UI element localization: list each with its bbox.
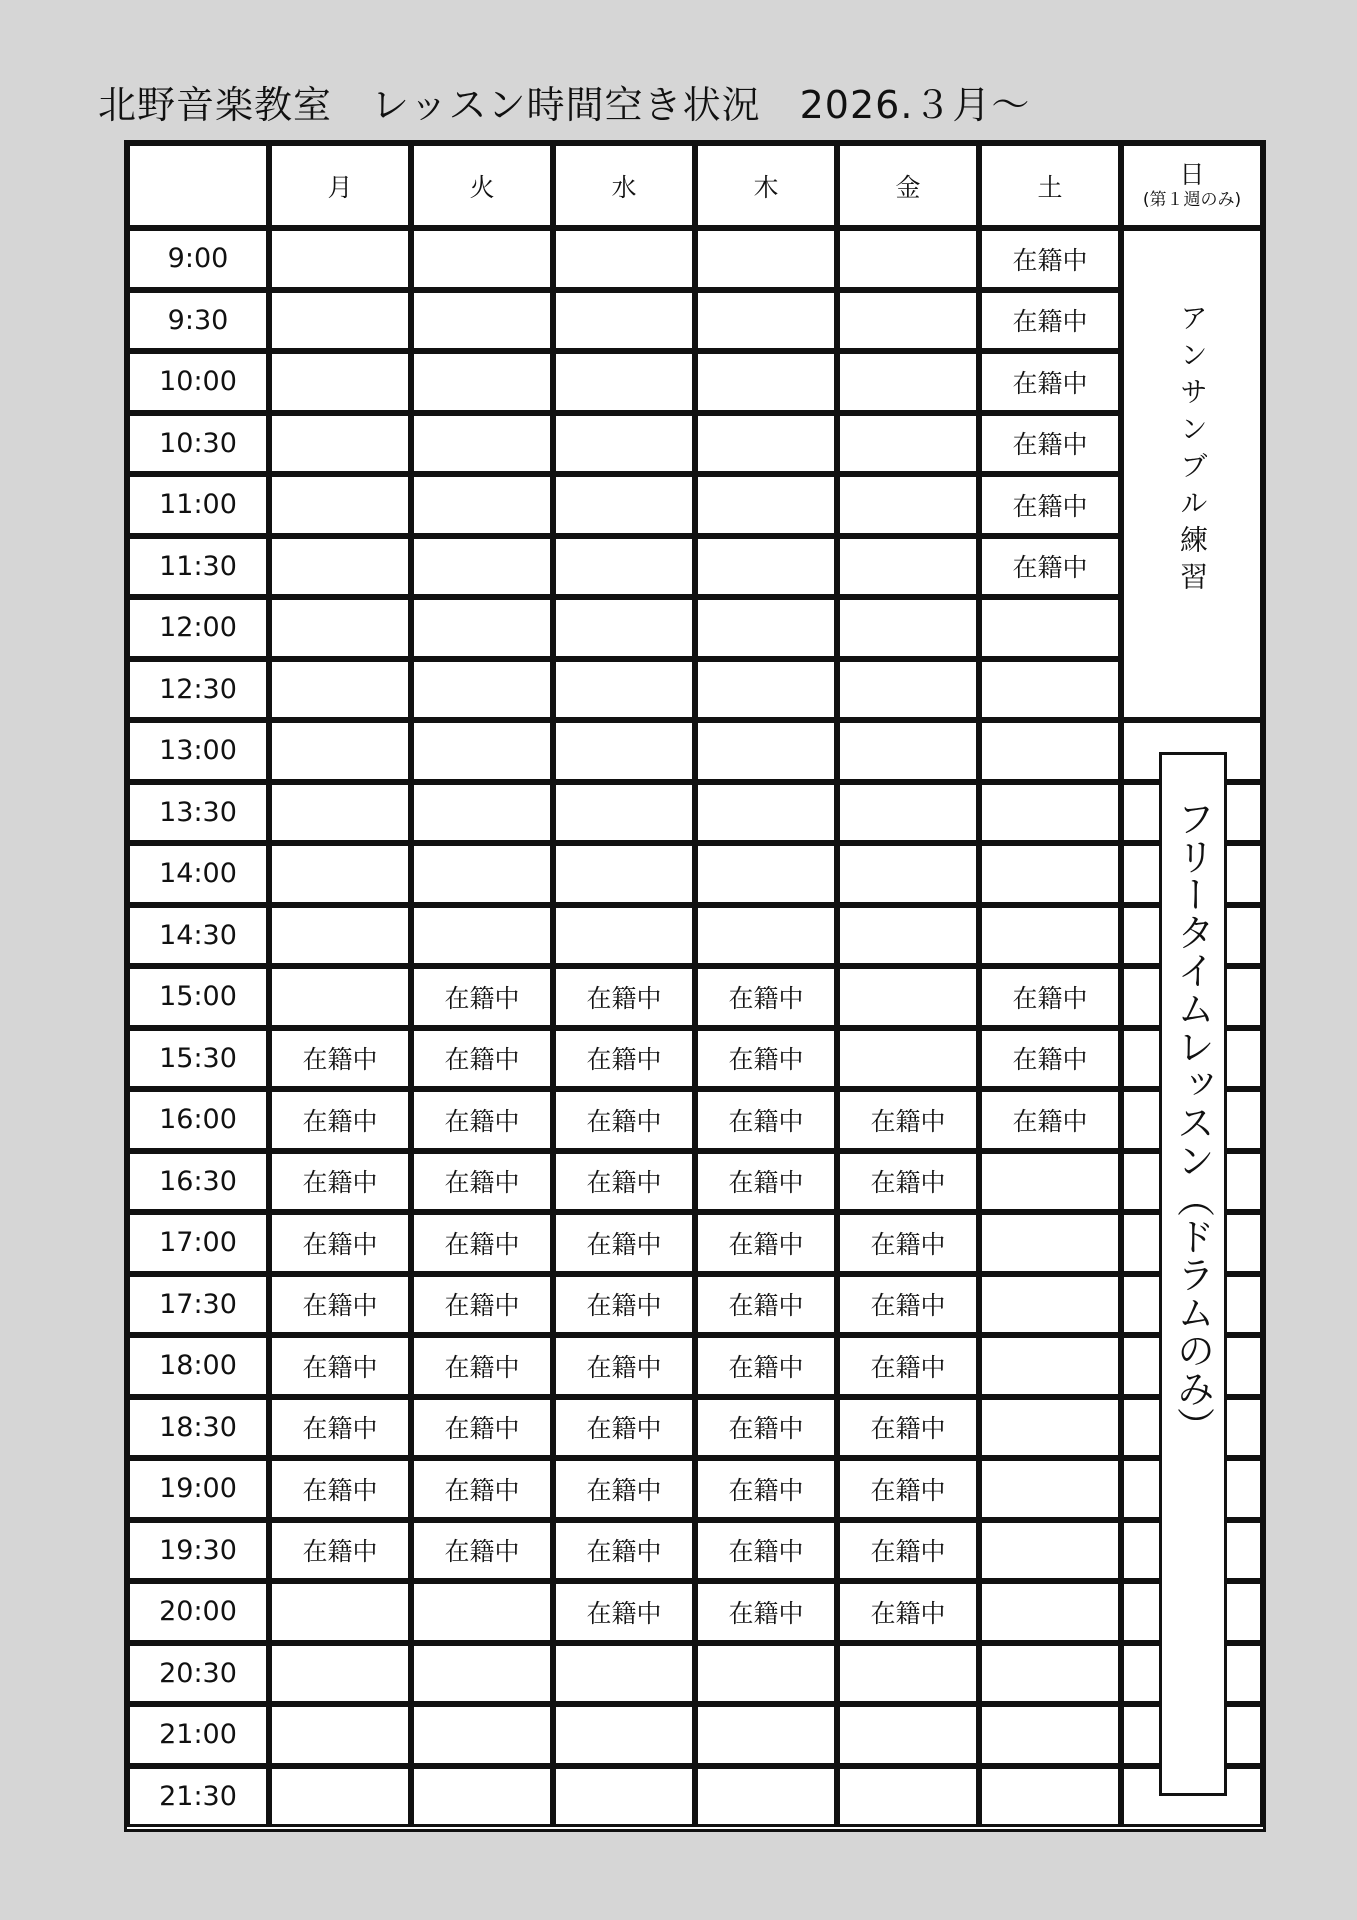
slot-cell [553,351,695,413]
slot-cell [695,905,837,967]
slot-cell: 在籍中 [695,1397,837,1459]
slot-cell [837,1028,979,1090]
time-cell: 21:30 [127,1766,269,1828]
slot-cell [837,351,979,413]
slot-cell: 在籍中 [837,1397,979,1459]
slot-cell [553,536,695,598]
slot-cell [695,1704,837,1766]
slot-cell [411,597,553,659]
day-header-sunday [1121,143,1263,228]
slot-cell: 在籍中 [695,1151,837,1213]
slot-cell: 在籍中 [411,1274,553,1336]
slot-cell [553,290,695,352]
slot-cell: 在籍中 [411,1028,553,1090]
slot-cell [553,905,695,967]
slot-cell [979,720,1121,782]
time-cell: 17:00 [127,1212,269,1274]
slot-cell [837,720,979,782]
slot-cell [695,1766,837,1828]
time-cell: 20:00 [127,1581,269,1643]
slot-cell [979,1335,1121,1397]
slot-cell [269,228,411,290]
slot-cell [695,536,837,598]
slot-cell [269,1581,411,1643]
slot-cell [979,1397,1121,1459]
slot-cell: 在籍中 [837,1151,979,1213]
time-cell: 18:00 [127,1335,269,1397]
slot-cell [269,905,411,967]
time-cell: 14:30 [127,905,269,967]
slot-cell: 在籍中 [411,1458,553,1520]
time-cell: 14:00 [127,843,269,905]
slot-cell [837,413,979,475]
time-cell: 19:30 [127,1520,269,1582]
time-cell: 21:00 [127,1704,269,1766]
slot-cell: 在籍中 [695,1335,837,1397]
slot-cell [979,659,1121,721]
slot-cell [411,1643,553,1705]
slot-cell [411,474,553,536]
slot-cell [837,1643,979,1705]
slot-cell [553,720,695,782]
time-cell: 20:30 [127,1643,269,1705]
sunday-note: (第１週のみ) [1142,190,1242,211]
slot-cell [837,782,979,844]
time-cell: 15:30 [127,1028,269,1090]
slot-cell [553,413,695,475]
slot-cell: 在籍中 [695,1212,837,1274]
slot-cell: 在籍中 [837,1274,979,1336]
slot-cell [695,290,837,352]
slot-cell: 在籍中 [411,966,553,1028]
time-cell: 15:00 [127,966,269,1028]
slot-cell [979,1766,1121,1828]
sunday-free-lesson-block [1159,752,1227,1796]
slot-cell: 在籍中 [979,474,1121,536]
time-cell: 17:30 [127,1274,269,1336]
slot-cell: 在籍中 [411,1335,553,1397]
slot-cell [837,659,979,721]
schedule-table [127,143,1263,1829]
slot-cell [837,536,979,598]
ensemble-label: アンサンブル練習 [1176,303,1209,599]
slot-cell: 在籍中 [979,536,1121,598]
day-header: 土 [979,143,1121,228]
slot-cell: 在籍中 [269,1089,411,1151]
slot-cell [553,843,695,905]
time-cell: 13:30 [127,782,269,844]
slot-cell [979,1212,1121,1274]
slot-cell [837,228,979,290]
slot-cell [411,720,553,782]
slot-cell: 在籍中 [411,1151,553,1213]
slot-cell [411,413,553,475]
slot-cell: 在籍中 [269,1335,411,1397]
slot-cell: 在籍中 [553,966,695,1028]
page-title: 北野音楽教室 レッスン時間空き状況 2026.３月～ [98,83,1031,127]
slot-cell: 在籍中 [553,1397,695,1459]
slot-cell [411,905,553,967]
time-cell: 10:00 [127,351,269,413]
day-header: 金 [837,143,979,228]
slot-cell: 在籍中 [553,1028,695,1090]
slot-cell: 在籍中 [411,1212,553,1274]
slot-cell: 在籍中 [979,1028,1121,1090]
slot-cell [979,1151,1121,1213]
slot-cell: 在籍中 [553,1212,695,1274]
slot-cell: 在籍中 [837,1089,979,1151]
slot-cell: 在籍中 [553,1151,695,1213]
time-cell: 13:00 [127,720,269,782]
slot-cell [695,474,837,536]
slot-cell: 在籍中 [411,1520,553,1582]
slot-cell: 在籍中 [979,290,1121,352]
slot-cell [411,1766,553,1828]
slot-cell [553,1704,695,1766]
day-header: 火 [411,143,553,228]
slot-cell [695,720,837,782]
slot-cell: 在籍中 [553,1089,695,1151]
time-cell: 12:30 [127,659,269,721]
free-lesson-label: フリータイムレッスン（ドラムのみ） [1170,799,1215,1445]
slot-cell [553,597,695,659]
slot-cell [411,659,553,721]
slot-cell: 在籍中 [269,1520,411,1582]
slot-cell: 在籍中 [553,1520,695,1582]
slot-cell: 在籍中 [695,1028,837,1090]
slot-cell [695,843,837,905]
time-cell: 11:00 [127,474,269,536]
slot-cell [979,1704,1121,1766]
slot-cell: 在籍中 [837,1458,979,1520]
slot-cell [979,905,1121,967]
slot-cell [553,782,695,844]
slot-cell [269,782,411,844]
slot-cell: 在籍中 [269,1274,411,1336]
slot-cell [553,659,695,721]
slot-cell: 在籍中 [695,1581,837,1643]
slot-cell: 在籍中 [269,1212,411,1274]
slot-cell [837,905,979,967]
time-cell: 11:30 [127,536,269,598]
slot-cell [837,597,979,659]
slot-cell [837,1704,979,1766]
slot-cell [979,1458,1121,1520]
slot-cell: 在籍中 [269,1397,411,1459]
slot-cell [553,228,695,290]
slot-cell [979,1643,1121,1705]
slot-cell [269,1766,411,1828]
slot-cell [269,413,411,475]
time-cell: 16:00 [127,1089,269,1151]
slot-cell: 在籍中 [695,1520,837,1582]
slot-cell [837,1766,979,1828]
slot-cell [411,536,553,598]
slot-cell [269,659,411,721]
slot-cell [269,966,411,1028]
slot-cell [411,843,553,905]
slot-cell [695,597,837,659]
slot-cell: 在籍中 [411,1089,553,1151]
time-cell: 16:30 [127,1151,269,1213]
slot-cell: 在籍中 [553,1335,695,1397]
slot-cell [979,782,1121,844]
slot-cell [695,228,837,290]
slot-cell: 在籍中 [695,1089,837,1151]
slot-cell [979,1520,1121,1582]
slot-cell: 在籍中 [979,1089,1121,1151]
slot-cell: 在籍中 [837,1212,979,1274]
day-header: 水 [553,143,695,228]
slot-cell [695,351,837,413]
slot-cell [979,843,1121,905]
slot-cell [269,351,411,413]
slot-cell: 在籍中 [695,1458,837,1520]
slot-cell [837,290,979,352]
slot-cell [837,474,979,536]
slot-cell: 在籍中 [979,966,1121,1028]
slot-cell: 在籍中 [837,1581,979,1643]
slot-cell: 在籍中 [553,1274,695,1336]
slot-cell [269,474,411,536]
slot-cell [269,843,411,905]
slot-cell [269,536,411,598]
slot-cell: 在籍中 [979,351,1121,413]
slot-cell: 在籍中 [695,966,837,1028]
sunday-label: 日 [1179,160,1205,190]
time-cell: 12:00 [127,597,269,659]
slot-cell [411,351,553,413]
slot-cell [411,228,553,290]
slot-cell [269,1704,411,1766]
slot-cell [269,597,411,659]
time-cell: 19:00 [127,1458,269,1520]
slot-cell [695,1643,837,1705]
slot-cell [695,659,837,721]
slot-cell [269,720,411,782]
slot-cell [979,597,1121,659]
slot-cell [553,1766,695,1828]
day-header: 木 [695,143,837,228]
slot-cell [837,966,979,1028]
slot-cell [411,1704,553,1766]
slot-cell [979,1274,1121,1336]
time-cell: 9:00 [127,228,269,290]
slot-cell [269,1643,411,1705]
slot-cell: 在籍中 [979,413,1121,475]
slot-cell: 在籍中 [269,1151,411,1213]
time-cell: 9:30 [127,290,269,352]
slot-cell: 在籍中 [979,228,1121,290]
slot-cell [695,413,837,475]
slot-cell: 在籍中 [695,1274,837,1336]
slot-cell: 在籍中 [269,1458,411,1520]
slot-cell: 在籍中 [553,1458,695,1520]
time-cell: 18:30 [127,1397,269,1459]
sunday-ensemble-block [1121,228,1263,720]
slot-cell [411,290,553,352]
day-header: 月 [269,143,411,228]
slot-cell [695,782,837,844]
slot-cell: 在籍中 [553,1581,695,1643]
slot-cell: 在籍中 [411,1397,553,1459]
slot-cell [269,290,411,352]
slot-cell [553,1643,695,1705]
slot-cell [837,843,979,905]
header-corner-cell [127,143,269,228]
slot-cell [411,782,553,844]
slot-cell: 在籍中 [837,1335,979,1397]
slot-cell [979,1581,1121,1643]
slot-cell: 在籍中 [837,1520,979,1582]
slot-cell: 在籍中 [269,1028,411,1090]
slot-cell [411,1581,553,1643]
slot-cell [553,474,695,536]
time-cell: 10:30 [127,413,269,475]
